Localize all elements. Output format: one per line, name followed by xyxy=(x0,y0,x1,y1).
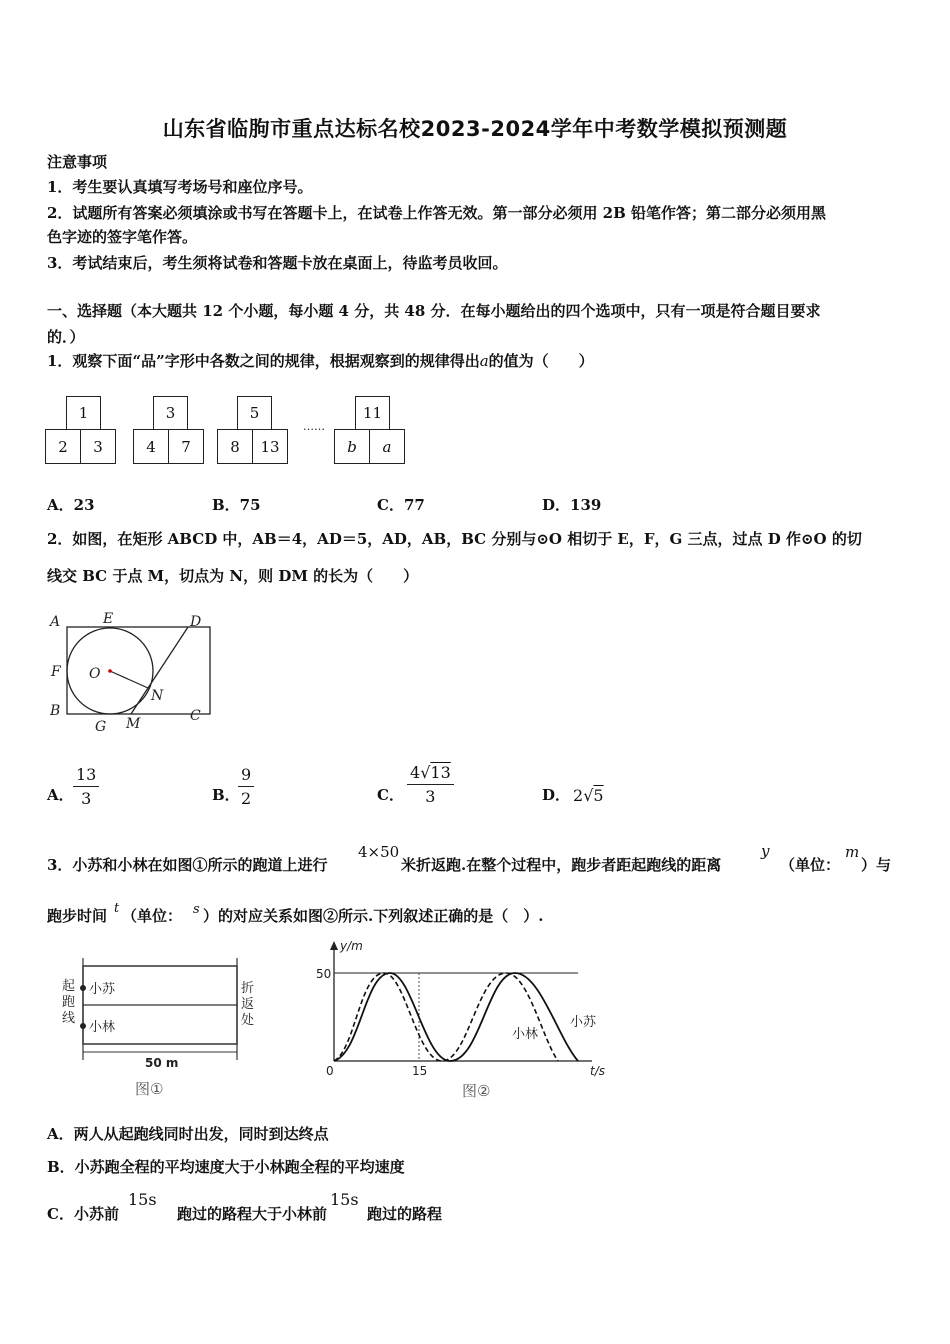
q3-expr: 4×50 xyxy=(358,843,400,861)
q2-option-c-denominator: 3 xyxy=(425,787,436,806)
q3-option-c-time-2: 15s xyxy=(330,1190,359,1209)
q3-stem-line2-b: （单位： xyxy=(122,907,183,925)
q1-fig2-top: 3 xyxy=(153,396,188,430)
q2-label-c: C xyxy=(190,708,201,724)
q2-option-b-numerator: 9 xyxy=(238,764,254,787)
q3-fig2-x-axis: t/s xyxy=(590,1064,605,1078)
q3-var-t: t xyxy=(114,901,120,916)
q3-fig1-runner-lin: 小林 xyxy=(89,1020,116,1035)
q3-fig1-runner-su: 小苏 xyxy=(89,982,116,997)
q3-option-c[interactable]: C．小苏前 跑过的路程大于小林前 跑过的路程 xyxy=(47,1205,442,1223)
q2-rectangle-circle-figure xyxy=(45,610,215,735)
q1-fig4-top: 11 xyxy=(355,396,390,430)
q1-var-a: a xyxy=(479,352,489,370)
q1-stem: 1．观察下面“品”字形中各数之间的规律，根据观察到的规律得出a的值为（ ） xyxy=(47,352,594,370)
notice-item-2-line2: 色字迹的签字笔作答。 xyxy=(47,228,198,246)
q2-label-n: N xyxy=(151,688,164,704)
notice-heading: 注意事项 xyxy=(47,153,108,171)
notice-item-1: 1．考生要认真填写考场号和座位序号。 xyxy=(47,178,313,196)
q3-stem-line1-c: ）与 xyxy=(861,856,892,874)
q1-option-d[interactable]: D．139 xyxy=(542,496,602,514)
q3-unit-label: （单位： xyxy=(780,856,841,874)
q3-option-a[interactable]: A．两人从起跑线同时出发，同时到达终点 xyxy=(47,1125,329,1143)
q1-fig4-right: a xyxy=(369,429,405,464)
q1-option-b[interactable]: B．75 xyxy=(212,496,261,514)
page-title: 山东省临朐市重点达标名校2023-2024学年中考数学模拟预测题 xyxy=(162,117,788,141)
q3-fig1-turn-3: 处 xyxy=(241,1013,255,1028)
q1-fig1-right: 3 xyxy=(80,429,116,464)
q1-fig3-left: 8 xyxy=(217,429,253,464)
q2-option-d-label[interactable]: D． xyxy=(542,786,571,804)
q2-option-c-fraction[interactable] xyxy=(407,762,454,809)
q2-stem-line1: 2．如图，在矩形 ABCD 中，AB＝4，AD＝5，AD，AB，BC 分别与⊙O 相切于 E，F，G 三点，过点 D 作⊙O 的切 xyxy=(47,530,862,548)
q2-option-d-value[interactable]: 2√5 xyxy=(573,786,604,805)
q1-fig1-top: 1 xyxy=(66,396,101,430)
q3-fig1-start-2: 跑 xyxy=(62,995,76,1010)
q3-fig2-y-axis: y/m xyxy=(340,939,363,953)
q1-fig3-top: 5 xyxy=(237,396,272,430)
q2-label-a: A xyxy=(50,614,61,630)
q3-var-s: s xyxy=(193,902,200,917)
q1-ellipsis: …… xyxy=(303,420,325,433)
q2-label-o: O xyxy=(89,666,101,682)
q3-fig1-start-1: 起 xyxy=(62,979,76,994)
q1-fig4-left: b xyxy=(334,429,370,464)
q3-fig2-curve-lin: 小林 xyxy=(512,1027,539,1042)
q3-stem-line1-a: 3．小苏和小林在如图①所示的跑道上进行 xyxy=(47,856,328,874)
q1-option-a[interactable]: A．23 xyxy=(47,496,95,514)
notice-item-2-line1: 2．试题所有答案必须填涂或书写在答题卡上，在试卷上作答无效。第一部分必须用 2B 铅笔作答；第二部分必须用黑 xyxy=(47,204,827,222)
q2-option-c-numerator: 4√13 xyxy=(407,762,454,785)
q3-option-b[interactable]: B．小苏跑全程的平均速度大于小林跑全程的平均速度 xyxy=(47,1158,405,1176)
q3-fig1-start-3: 线 xyxy=(62,1011,76,1026)
q2-label-e: E xyxy=(103,611,114,627)
q1-fig2-right: 7 xyxy=(168,429,204,464)
q2-label-d: D xyxy=(190,614,202,630)
q2-label-f: F xyxy=(51,664,61,680)
q1-fig3-right: 13 xyxy=(252,429,288,464)
q3-distance-time-graph xyxy=(310,938,610,1108)
q2-label-m: M xyxy=(126,716,141,732)
q3-fig2-curve-su: 小苏 xyxy=(570,1015,597,1030)
q2-option-b-fraction[interactable] xyxy=(238,764,254,811)
q2-option-a-fraction[interactable] xyxy=(73,764,99,811)
q2-option-b-denominator: 2 xyxy=(241,789,252,808)
q3-fig2-caption: 图② xyxy=(462,1082,491,1100)
q3-var-y: y xyxy=(761,842,770,860)
q3-stem-line2-c: ）的对应关系如图②所示.下列叙述正确的是（ ）. xyxy=(203,907,544,925)
section-heading-line2: 的．） xyxy=(47,328,85,346)
section-heading-line1: 一、选择题（本大题共 12 个小题，每小题 4 分，共 48 分．在每小题给出的四个选项中，只有一项是符合题目要求 xyxy=(47,302,821,320)
q3-fig2-origin: 0 xyxy=(326,1064,334,1078)
q3-fig2-x-tick: 15 xyxy=(412,1064,428,1078)
q2-label-b: B xyxy=(50,703,61,719)
q3-stem-line1-b: 米折返跑.在整个过程中，跑步者距起跑线的距离 xyxy=(401,856,722,874)
notice-item-3: 3．考试结束后，考生须将试卷和答题卡放在桌面上，待监考员收回。 xyxy=(47,254,508,272)
q3-fig2-y-tick: 50 xyxy=(316,967,332,981)
q3-fig1-turn-2: 返 xyxy=(241,997,255,1012)
q2-option-b-label[interactable]: B． xyxy=(212,786,240,804)
q1-fig1-left: 2 xyxy=(45,429,81,464)
q3-track-figure xyxy=(55,950,280,1105)
q1-option-c[interactable]: C．77 xyxy=(377,496,425,514)
q2-label-g: G xyxy=(95,719,107,735)
q3-fig1-caption: 图① xyxy=(135,1080,164,1098)
q3-var-m: m xyxy=(845,843,860,861)
q2-option-a-denominator: 3 xyxy=(81,789,92,808)
q2-option-a-numerator: 13 xyxy=(73,764,99,787)
q3-fig1-turn-1: 折 xyxy=(241,981,255,996)
q3-stem-line2-a: 跑步时间 xyxy=(47,907,108,925)
q2-option-c-label[interactable]: C． xyxy=(377,786,404,804)
q2-stem-line2: 线交 BC 于点 M，切点为 N，则 DM 的长为（ ） xyxy=(47,567,419,585)
q3-fig1-distance: 50 m xyxy=(145,1056,179,1070)
q1-fig2-left: 4 xyxy=(133,429,169,464)
q3-option-c-time-1: 15s xyxy=(128,1190,157,1209)
q2-option-a-label[interactable]: A． xyxy=(47,786,74,804)
